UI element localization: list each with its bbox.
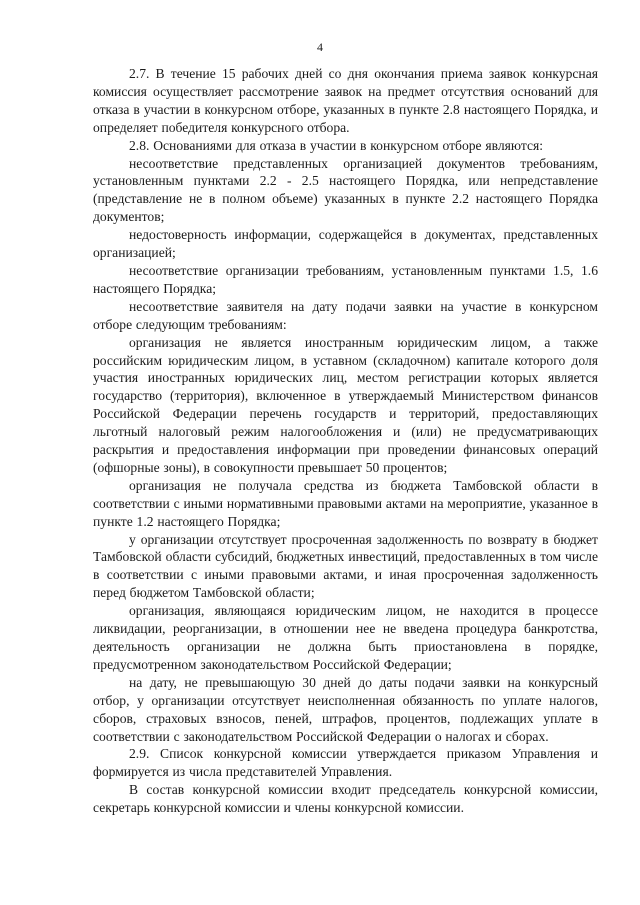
list-item: организация не получала средства из бюджета Тамбовской области в соответствии с иными нормативными правовыми актами на мероприятие, указанное в пункте 1.2 настоящего Порядка; [93, 477, 598, 529]
page-number: 4 [317, 40, 323, 54]
list-item: несоответствие представленных организацией документов требованиям, установленным пунктами 2.2 - 2.5 настоящего Порядка, или непредставление (представление не в полном объеме) указанных в пункте 2.2 настоящего Порядка документов; [93, 155, 598, 225]
list-item: несоответствие организации требованиям, установленным пунктами 1.5, 1.6 настоящего Порядка; [93, 262, 598, 296]
list-item: на дату, не превышающую 30 дней до даты подачи заявки на конкурсный отбор, у организации отсутствует неисполненная обязанность по уплате налогов, сборов, страховых взносов, пеней, штрафов, процентов, подлежащих уплате в соответствии с законодательством Российской Федерации о налогах и сборах. [93, 674, 598, 744]
list-item: у организации отсутствует просроченная задолженность по возврату в бюджет Тамбовской области субсидий, бюджетных инвестиций, предоставленных в том числе в соответствии с иными правовыми актами, и иная просроченная задолженность перед бюджетом Тамбовской области; [93, 531, 598, 601]
paragraph-2-7: 2.7. В течение 15 рабочих дней со дня окончания приема заявок конкурсная комиссия осуществляет рассмотрение заявок на предмет отсутствия оснований для отказа в участии в конкурсном отборе, указанных в пункте 2.8 настоящего Порядка, и определяет победителя конкурсного отбора. [93, 66, 598, 135]
list-item: несоответствие заявителя на дату подачи заявки на участие в конкурсном отборе следующим требованиям: [93, 298, 598, 332]
list-item: недостоверность информации, содержащейся в документах, представленных организацией; [93, 227, 598, 261]
paragraph-2-9: 2.9. Список конкурсной комиссии утверждается приказом Управления и формируется из числа представителей Управления. [93, 746, 598, 780]
paragraph-commission-composition: В состав конкурсной комиссии входит председатель конкурсной комиссии, секретарь конкурсной комиссии и члены конкурсной комиссии. [93, 782, 598, 816]
list-item: организация, являющаяся юридическим лицом, не находится в процессе ликвидации, реорганизации, в отношении нее не введена процедура банкротства, деятельность организации не должна быть приостановлена в порядке, предусмотренном законодательством Российской Федерации; [93, 603, 598, 672]
document-body [93, 65, 598, 817]
paragraph-2-8: 2.8. Основаниями для отказа в участии в конкурсном отборе являются: [129, 137, 544, 153]
list-item: организация не является иностранным юридическим лицом, а также российским юридическим лицом, в уставном (складочном) капитале которого доля участия иностранных юридических лиц, местом регистрации которых является государство (территория), включенное в утверждаемый Министерством финансов Российской Федерации перечень государств и территорий, предоставляющих льготный налоговый режим налогообложения и (или) не предусматривающих раскрытия и предоставления информации при проведении финансовых операций (офшорные зоны), в совокупности превышает 50 процентов; [93, 334, 598, 475]
